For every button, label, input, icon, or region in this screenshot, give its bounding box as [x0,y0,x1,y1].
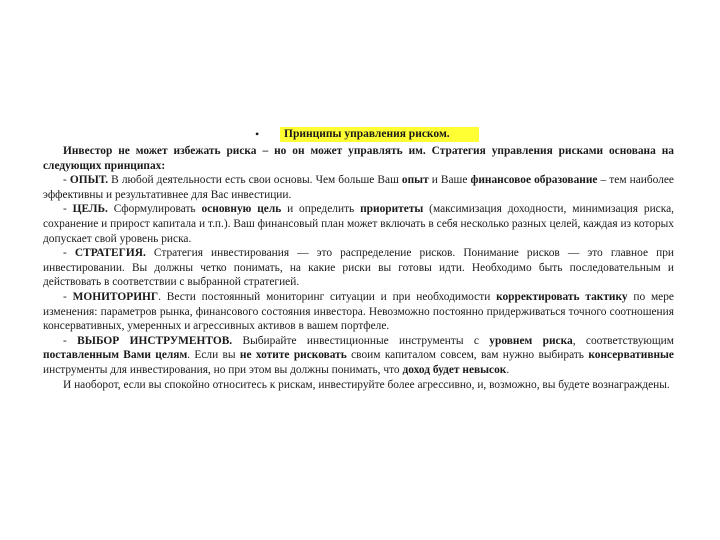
text-run: финансовое образование [470,174,598,187]
text-run: Инвестор не может избежать риска – но он может управлять им. Стратегия управления рисками основана на следующих принципах: [43,145,674,172]
text-run: . [506,363,510,376]
text-run: . Если вы [187,349,240,362]
title-row [0,127,720,143]
text-run: – тем наиболее эффективны и результативнее для Вас инвестиции. [43,174,674,201]
text-run: уровнем риска [489,334,573,347]
text-run: Стратегия инвестирования — это распределение рисков. Понимание рисков — это главное при инвестировании. Вы должны четко понимать, на какие риски вы готовы идти. Необходимо быть последовательным и действовать в соответствии с выбранной стратегией. [43,247,674,289]
text-run: инструменты для инвестирования, но при этом вы должны понимать, что [43,363,403,376]
text-run: ОПЫТ. [69,174,109,187]
text-run: И наоборот, если вы спокойно относитесь к рискам, инвестируйте более агрессивно, и, возможно, вы будете вознаграждены. [63,378,670,391]
text-run: - [63,174,70,187]
text-run: опыт [401,174,429,187]
text-run: доход будет невысок [402,363,507,376]
text-run: Выбирайте инвестиционные инструменты с [232,334,490,347]
text-run: МОНИТОРИНГ [72,290,159,303]
paragraph-experience [43,173,674,202]
text-run: своим капиталом совсем, вам нужно выбирать [346,349,589,362]
text-run: - [63,247,75,260]
text-run: СТРАТЕГИЯ. [74,247,146,260]
text-run: - [63,290,73,303]
text-run: - [63,203,73,216]
paragraph-monitoring [43,290,674,334]
paragraph-goal [43,202,674,246]
text-run: и Ваше [428,174,471,187]
document-body [43,144,674,392]
text-run: приоритеты [360,203,424,216]
text-run: корректировать тактику [496,290,628,303]
text-run: поставленным Вами целям [43,349,188,362]
text-run: , соответствующим [572,334,674,347]
text-run: В любой деятельности есть свои основы. Чем больше Ваш [108,174,402,187]
paragraph-strategy [43,246,674,290]
text-run: по мере изменения: параметров рынка, финансового состояния инвестора. Невозможно постоянно придерживаться точного соотношения консервативных, умеренных и агрессивных активов в вашем портфеле. [43,290,674,333]
text-run: и определить [281,203,361,216]
text-run: основную цель [201,203,282,216]
text-run: консервативные [588,349,674,362]
text-run: - [63,334,78,347]
title-bullet: • [255,127,260,141]
text-run: ЦЕЛЬ. [72,203,108,216]
text-run: . Вести постоянный мониторинг ситуации и при необходимости [158,290,497,303]
paragraph-intro [43,144,674,173]
page-title: Принципы управления риском. [280,127,479,142]
text-run: (максимизация доходности, минимизация риска, сохранение и прирост капитала и т.п.). Ваш финансовый план может включать в себя несколько разных целей, каждая из которых допускает свой уровень риска. [43,203,674,245]
paragraph-conclusion [43,378,674,393]
text-run: ВЫБОР ИНСТРУМЕНТОВ. [77,334,233,347]
text-run: Сформулировать [107,203,202,216]
paragraph-instruments [43,334,674,378]
text-run: не хотите рисковать [239,349,347,362]
